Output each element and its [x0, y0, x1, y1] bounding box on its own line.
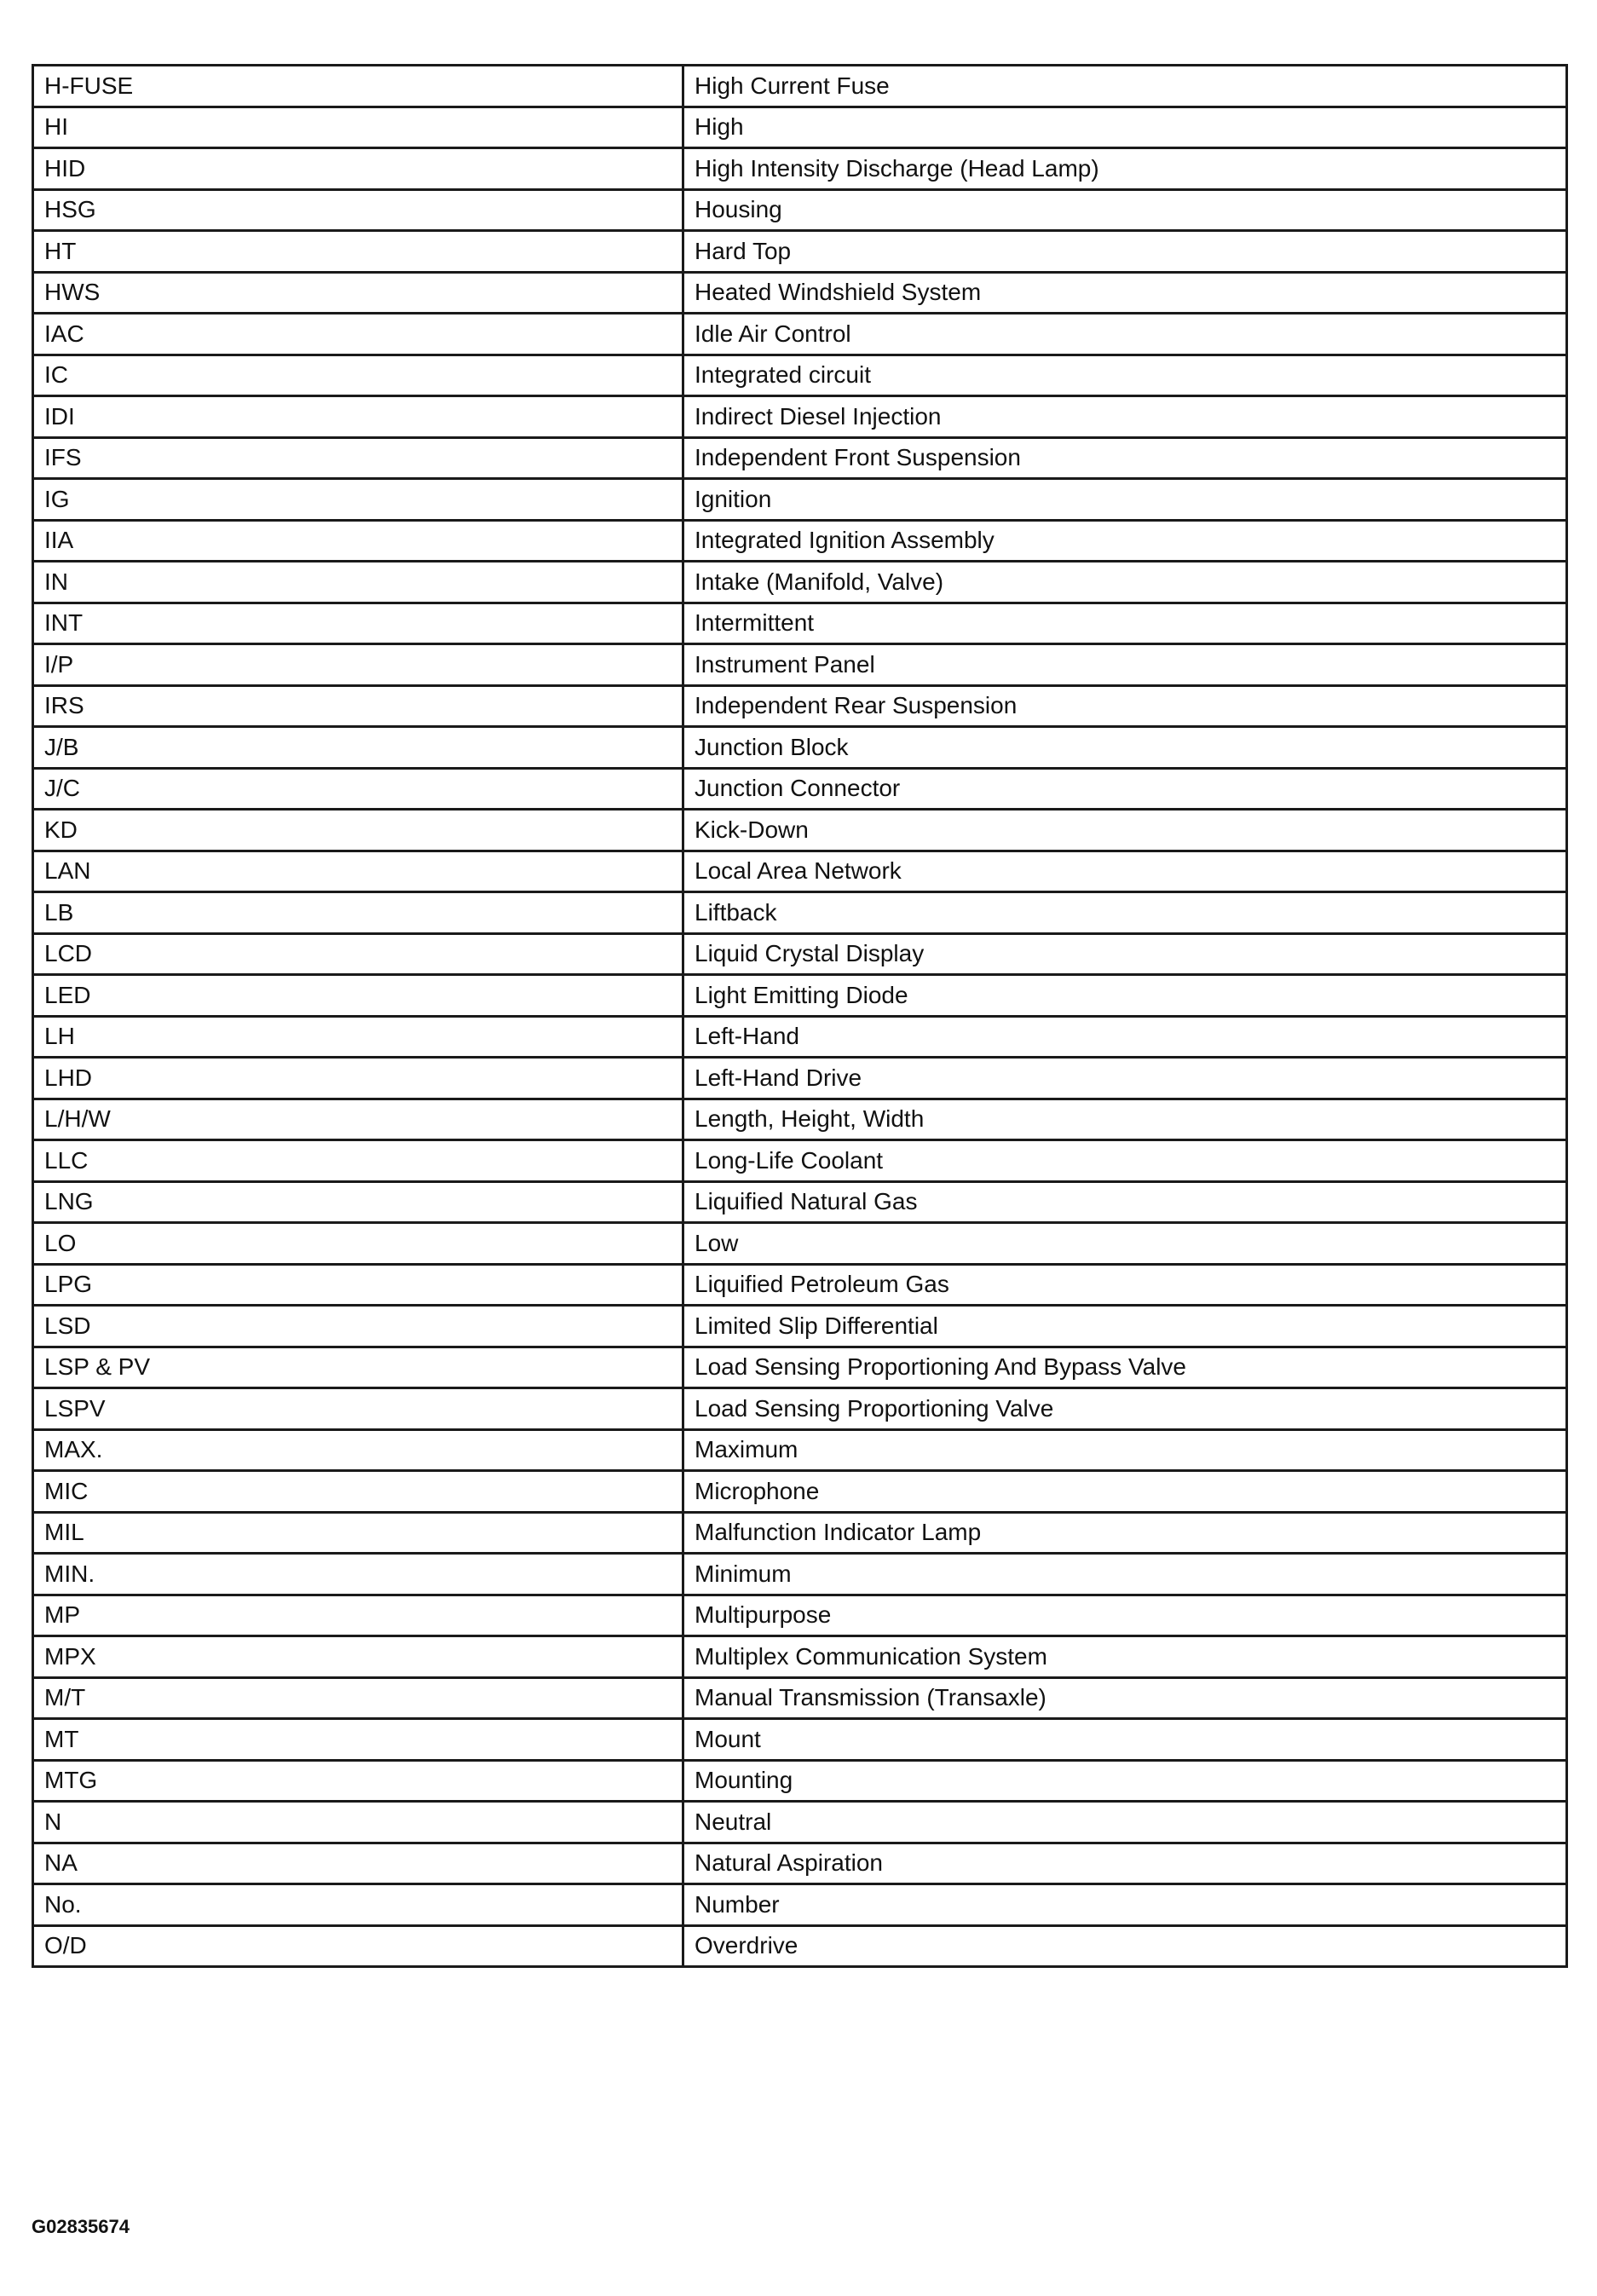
- abbreviation-cell: IG: [33, 479, 683, 521]
- meaning-cell: Integrated Ignition Assembly: [683, 520, 1567, 562]
- meaning-cell: High Intensity Discharge (Head Lamp): [683, 148, 1567, 190]
- meaning-cell: Junction Connector: [683, 768, 1567, 810]
- abbreviation-cell: J/C: [33, 768, 683, 810]
- meaning-cell: Intake (Manifold, Valve): [683, 562, 1567, 603]
- meaning-cell: Load Sensing Proportioning Valve: [683, 1388, 1567, 1430]
- meaning-cell: Long-Life Coolant: [683, 1140, 1567, 1182]
- table-row: [33, 685, 1567, 727]
- abbreviation-cell: LHD: [33, 1058, 683, 1099]
- meaning-cell: Limited Slip Differential: [683, 1306, 1567, 1347]
- table-row: [33, 1925, 1567, 1967]
- table-row: [33, 1140, 1567, 1182]
- meaning-cell: Liquified Natural Gas: [683, 1181, 1567, 1223]
- table-row: [33, 479, 1567, 521]
- table-row: [33, 768, 1567, 810]
- meaning-cell: Microphone: [683, 1471, 1567, 1513]
- abbreviation-cell: MIN.: [33, 1554, 683, 1595]
- table-row: [33, 189, 1567, 231]
- abbreviation-cell: M/T: [33, 1677, 683, 1719]
- meaning-cell: Independent Front Suspension: [683, 437, 1567, 479]
- table-row: [33, 1306, 1567, 1347]
- table-row: [33, 1636, 1567, 1678]
- meaning-cell: Liquid Crystal Display: [683, 933, 1567, 975]
- abbreviation-cell: MTG: [33, 1760, 683, 1802]
- abbreviation-table-body: [33, 66, 1567, 1967]
- meaning-cell: Indirect Diesel Injection: [683, 396, 1567, 438]
- meaning-cell: Ignition: [683, 479, 1567, 521]
- table-row: [33, 1058, 1567, 1099]
- table-row: [33, 437, 1567, 479]
- meaning-cell: High: [683, 107, 1567, 148]
- table-row: [33, 892, 1567, 934]
- table-row: [33, 272, 1567, 314]
- table-row: [33, 810, 1567, 851]
- abbreviation-cell: MP: [33, 1595, 683, 1636]
- meaning-cell: Idle Air Control: [683, 314, 1567, 355]
- abbreviation-cell: LLC: [33, 1140, 683, 1182]
- meaning-cell: Liquified Petroleum Gas: [683, 1264, 1567, 1306]
- table-row: [33, 1760, 1567, 1802]
- abbreviation-cell: LB: [33, 892, 683, 934]
- abbreviation-cell: O/D: [33, 1925, 683, 1967]
- abbreviation-cell: LED: [33, 975, 683, 1017]
- table-row: [33, 1843, 1567, 1884]
- abbreviation-cell: LSPV: [33, 1388, 683, 1430]
- meaning-cell: Left-Hand Drive: [683, 1058, 1567, 1099]
- table-row: [33, 1802, 1567, 1843]
- table-row: [33, 107, 1567, 148]
- abbreviation-cell: LAN: [33, 851, 683, 892]
- meaning-cell: Multiplex Communication System: [683, 1636, 1567, 1678]
- abbreviation-cell: MIC: [33, 1471, 683, 1513]
- abbreviation-cell: LO: [33, 1223, 683, 1265]
- table-row: [33, 396, 1567, 438]
- abbreviation-cell: HT: [33, 231, 683, 273]
- abbreviation-cell: IFS: [33, 437, 683, 479]
- abbreviation-cell: H-FUSE: [33, 66, 683, 107]
- meaning-cell: Intermittent: [683, 603, 1567, 644]
- abbreviation-cell: IIA: [33, 520, 683, 562]
- meaning-cell: Kick-Down: [683, 810, 1567, 851]
- table-row: [33, 1099, 1567, 1140]
- meaning-cell: Length, Height, Width: [683, 1099, 1567, 1140]
- table-row: [33, 562, 1567, 603]
- table-row: [33, 851, 1567, 892]
- abbreviation-cell: LNG: [33, 1181, 683, 1223]
- table-row: [33, 1181, 1567, 1223]
- table-row: [33, 1264, 1567, 1306]
- abbreviation-cell: HWS: [33, 272, 683, 314]
- meaning-cell: Natural Aspiration: [683, 1843, 1567, 1884]
- table-row: [33, 603, 1567, 644]
- table-row: [33, 1471, 1567, 1513]
- abbreviation-cell: J/B: [33, 727, 683, 769]
- abbreviation-cell: LSP & PV: [33, 1347, 683, 1388]
- table-row: [33, 1388, 1567, 1430]
- meaning-cell: Load Sensing Proportioning And Bypass Valve: [683, 1347, 1567, 1388]
- table-row: [33, 355, 1567, 396]
- meaning-cell: Low: [683, 1223, 1567, 1265]
- table-row: [33, 66, 1567, 107]
- figure-id: G02835674: [32, 2216, 130, 2237]
- abbreviation-cell: No.: [33, 1884, 683, 1926]
- abbreviation-cell: IN: [33, 562, 683, 603]
- abbreviation-cell: LCD: [33, 933, 683, 975]
- meaning-cell: Number: [683, 1884, 1567, 1926]
- abbreviation-cell: MAX.: [33, 1429, 683, 1471]
- meaning-cell: Manual Transmission (Transaxle): [683, 1677, 1567, 1719]
- table-row: [33, 1223, 1567, 1265]
- meaning-cell: Integrated circuit: [683, 355, 1567, 396]
- table-row: [33, 1677, 1567, 1719]
- table-row: [33, 231, 1567, 273]
- abbreviation-cell: MIL: [33, 1512, 683, 1554]
- table-row: [33, 975, 1567, 1017]
- table-row: [33, 1719, 1567, 1761]
- table-row: [33, 727, 1567, 769]
- meaning-cell: Independent Rear Suspension: [683, 685, 1567, 727]
- meaning-cell: Local Area Network: [683, 851, 1567, 892]
- meaning-cell: Heated Windshield System: [683, 272, 1567, 314]
- abbreviation-cell: LH: [33, 1016, 683, 1058]
- table-row: [33, 1512, 1567, 1554]
- meaning-cell: Mount: [683, 1719, 1567, 1761]
- meaning-cell: Left-Hand: [683, 1016, 1567, 1058]
- abbreviation-table: [32, 64, 1568, 1968]
- meaning-cell: Malfunction Indicator Lamp: [683, 1512, 1567, 1554]
- abbreviation-cell: LPG: [33, 1264, 683, 1306]
- abbreviation-cell: N: [33, 1802, 683, 1843]
- abbreviation-cell: HID: [33, 148, 683, 190]
- abbreviation-cell: KD: [33, 810, 683, 851]
- meaning-cell: High Current Fuse: [683, 66, 1567, 107]
- abbreviation-cell: L/H/W: [33, 1099, 683, 1140]
- meaning-cell: Light Emitting Diode: [683, 975, 1567, 1017]
- meaning-cell: Multipurpose: [683, 1595, 1567, 1636]
- meaning-cell: Junction Block: [683, 727, 1567, 769]
- meaning-cell: Neutral: [683, 1802, 1567, 1843]
- abbreviation-cell: IAC: [33, 314, 683, 355]
- abbreviation-cell: NA: [33, 1843, 683, 1884]
- meaning-cell: Liftback: [683, 892, 1567, 934]
- abbreviation-cell: LSD: [33, 1306, 683, 1347]
- table-row: [33, 148, 1567, 190]
- meaning-cell: Maximum: [683, 1429, 1567, 1471]
- abbreviation-cell: MT: [33, 1719, 683, 1761]
- meaning-cell: Hard Top: [683, 231, 1567, 273]
- abbreviation-cell: IRS: [33, 685, 683, 727]
- abbreviation-cell: INT: [33, 603, 683, 644]
- meaning-cell: Minimum: [683, 1554, 1567, 1595]
- abbreviation-cell: HSG: [33, 189, 683, 231]
- meaning-cell: Instrument Panel: [683, 644, 1567, 686]
- table-row: [33, 1016, 1567, 1058]
- abbreviation-cell: MPX: [33, 1636, 683, 1678]
- table-row: [33, 1429, 1567, 1471]
- table-row: [33, 1884, 1567, 1926]
- meaning-cell: Housing: [683, 189, 1567, 231]
- abbreviation-cell: IC: [33, 355, 683, 396]
- abbreviation-cell: I/P: [33, 644, 683, 686]
- table-row: [33, 1595, 1567, 1636]
- table-row: [33, 933, 1567, 975]
- meaning-cell: Overdrive: [683, 1925, 1567, 1967]
- abbreviation-cell: IDI: [33, 396, 683, 438]
- table-row: [33, 520, 1567, 562]
- table-row: [33, 1554, 1567, 1595]
- table-row: [33, 644, 1567, 686]
- table-row: [33, 1347, 1567, 1388]
- abbreviation-cell: HI: [33, 107, 683, 148]
- meaning-cell: Mounting: [683, 1760, 1567, 1802]
- table-row: [33, 314, 1567, 355]
